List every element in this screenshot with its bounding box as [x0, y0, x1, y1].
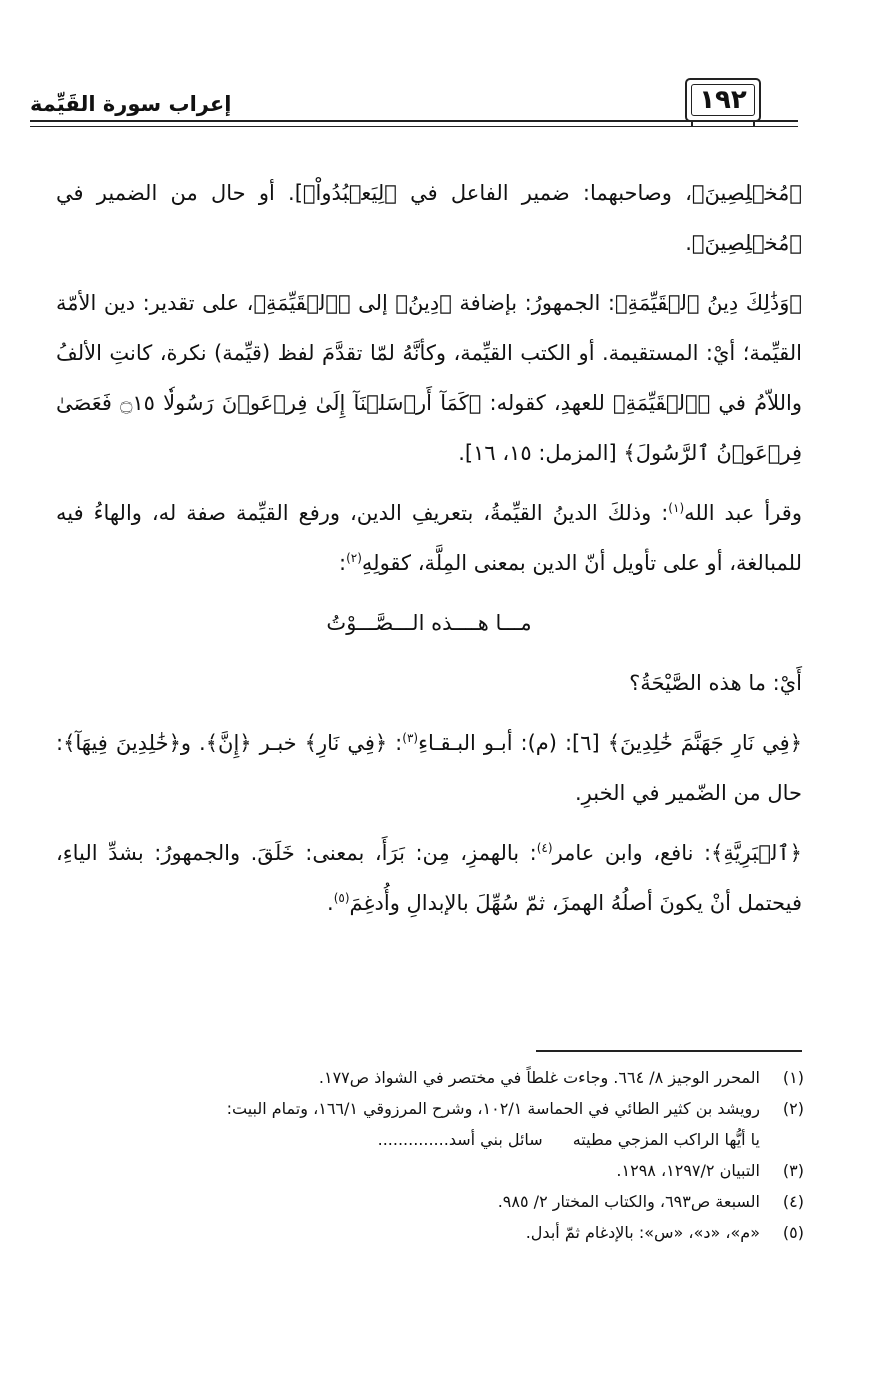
paragraph: [56, 718, 802, 818]
footnote-text: التبيان ١٢٩٧/٢، ١٢٩٨.: [616, 1161, 760, 1180]
paragraph: ﴿مُخۡلِصِينَ﴾، وصاحبهما: ضمير الفاعل في ﴿لِيَعۡبُدُواْ﴾]. أو حال من الضمير في ﴿مُخۡلِصِينَ﴾.: [56, 181, 802, 255]
footnote-text: المحرر الوجيز ٨/ ٦٦٤. وجاءت غلطاً في مختصر في الشواذ ص١٧٧.: [318, 1068, 760, 1087]
footnote: [60, 1062, 804, 1093]
footnote-ref: (٤): [536, 841, 553, 855]
footnote-text: «م»، «د»، «س»: بالإدغام ثمّ أبدل.: [525, 1223, 760, 1242]
header-rule-thin: [30, 126, 798, 127]
paragraph-text: : ﴿فِي نَارِ﴾ خبـر ﴿إِنَّ﴾. و﴿خَٰلِدِينَ فِيهَآ﴾: حال من الضّمير في الخبرِ.: [56, 731, 802, 805]
footnote-ref: (٣): [402, 731, 419, 745]
footnote: [60, 1155, 804, 1186]
footnote-number: (٤): [782, 1192, 804, 1211]
footnotes: [60, 1062, 804, 1248]
paragraph-text: : بالهمزِ، مِن: بَرَأَ، بمعنى: خَلَقَ. والجمهورُ: بشدِّ الياءِ، فيحتمل أنْ يكونَ أصلُهُ الهمزَ، ثمّ سُهِّلَ بالإبدالِ وأُدغِمَ: [56, 841, 802, 915]
footnote-ref: (١): [668, 501, 685, 515]
main-text: [56, 168, 802, 928]
footnote-number: (٥): [782, 1223, 804, 1242]
verse-hemistich: يا أيُّها الراكب المزجي مطيته: [572, 1130, 760, 1149]
footnote: [60, 1186, 804, 1217]
paragraph-text: : وذلكَ الدينُ القيِّمةُ، بتعريفِ الدين، ورفع القيِّمة صفة له، والهاءُ فيه للمبالغة، أو على تأويل أنّ الدين بمعنى المِلَّة، كقولِهِ: [56, 501, 802, 575]
paragraph-text: ﴿وَذَٰلِكَ دِينُ ٱلۡقَيِّمَةِ﴾: الجمهورُ: بإضافة ﴿دِينُ﴾ إلى ﴿ٱلۡقَيِّمَةِ﴾، على تقدير: دين الأمّة القيِّمة؛ أيْ: المستقيمة. أو الكتب القيِّمة، وكأنَّهُ لمّا تقدَّمَ لفظ (قيِّمة) نكرة، كانتِ الألفُ واللاّمُ في ﴿ٱلۡقَيِّمَةِ﴾ للعهدِ، كقوله:: [56, 291, 802, 415]
footnote-number: (٢): [782, 1099, 804, 1118]
footnote-number: (١): [782, 1068, 804, 1087]
page-header: [30, 78, 798, 130]
paragraph-text: ﴿ٱلۡبَرِيَّةِ﴾: نافع، وابن عامر: [552, 841, 802, 865]
verse-line: [60, 1124, 804, 1155]
paragraph: أَيْ: ما هذه الصَّيْحَةُ؟: [629, 671, 802, 695]
header-rule: [30, 120, 798, 122]
paragraph: [56, 278, 802, 478]
page-number: ١٩٢: [699, 85, 747, 115]
poem-line: مـــا هــــذه الـــصَّـــوْتُ: [326, 611, 532, 635]
paragraph: [56, 828, 802, 928]
footnote-separator: [536, 1050, 802, 1052]
verse-hemistich: سائل بني أسد..............: [377, 1130, 543, 1149]
paragraph-text: .: [327, 891, 334, 915]
footnote-number: (٣): [782, 1161, 804, 1180]
footnote: [60, 1217, 804, 1248]
paragraph: [56, 488, 802, 588]
paragraph-text: ﴿فِي نَارِ جَهَنَّمَ خَٰلِدِينَ﴾ [٦]: (م): أبـو البـقـاءِ: [418, 731, 802, 755]
quran-quote: ﴿كَمَآ أَرۡسَلۡنَآ إِلَىٰ فِرۡعَوۡنَ رَسُولٗا ۝١٥ فَعَصَىٰ فِرۡعَوۡنُ ٱلرَّسُولَ﴾ [المزمل: ١٥، ١٦].: [56, 391, 802, 465]
footnote-ref: (٥): [333, 891, 350, 905]
paragraph-text: وقرأ عبد الله: [684, 501, 802, 525]
footnote-text: السبعة ص٦٩٣، والكتاب المختار ٢/ ٩٨٥.: [497, 1192, 760, 1211]
running-title: إعراب سورة القَيِّمة: [30, 92, 232, 116]
footnote-text: رويشد بن كثير الطائي في الحماسة ١٠٢/١، وشرح المرزوقي ١٦٦/١، وتمام البيت:: [226, 1099, 760, 1118]
page-number-badge: [685, 78, 761, 122]
footnote: [60, 1093, 804, 1124]
footnote-ref: (٢): [346, 551, 362, 565]
paragraph-text: :: [339, 551, 347, 575]
